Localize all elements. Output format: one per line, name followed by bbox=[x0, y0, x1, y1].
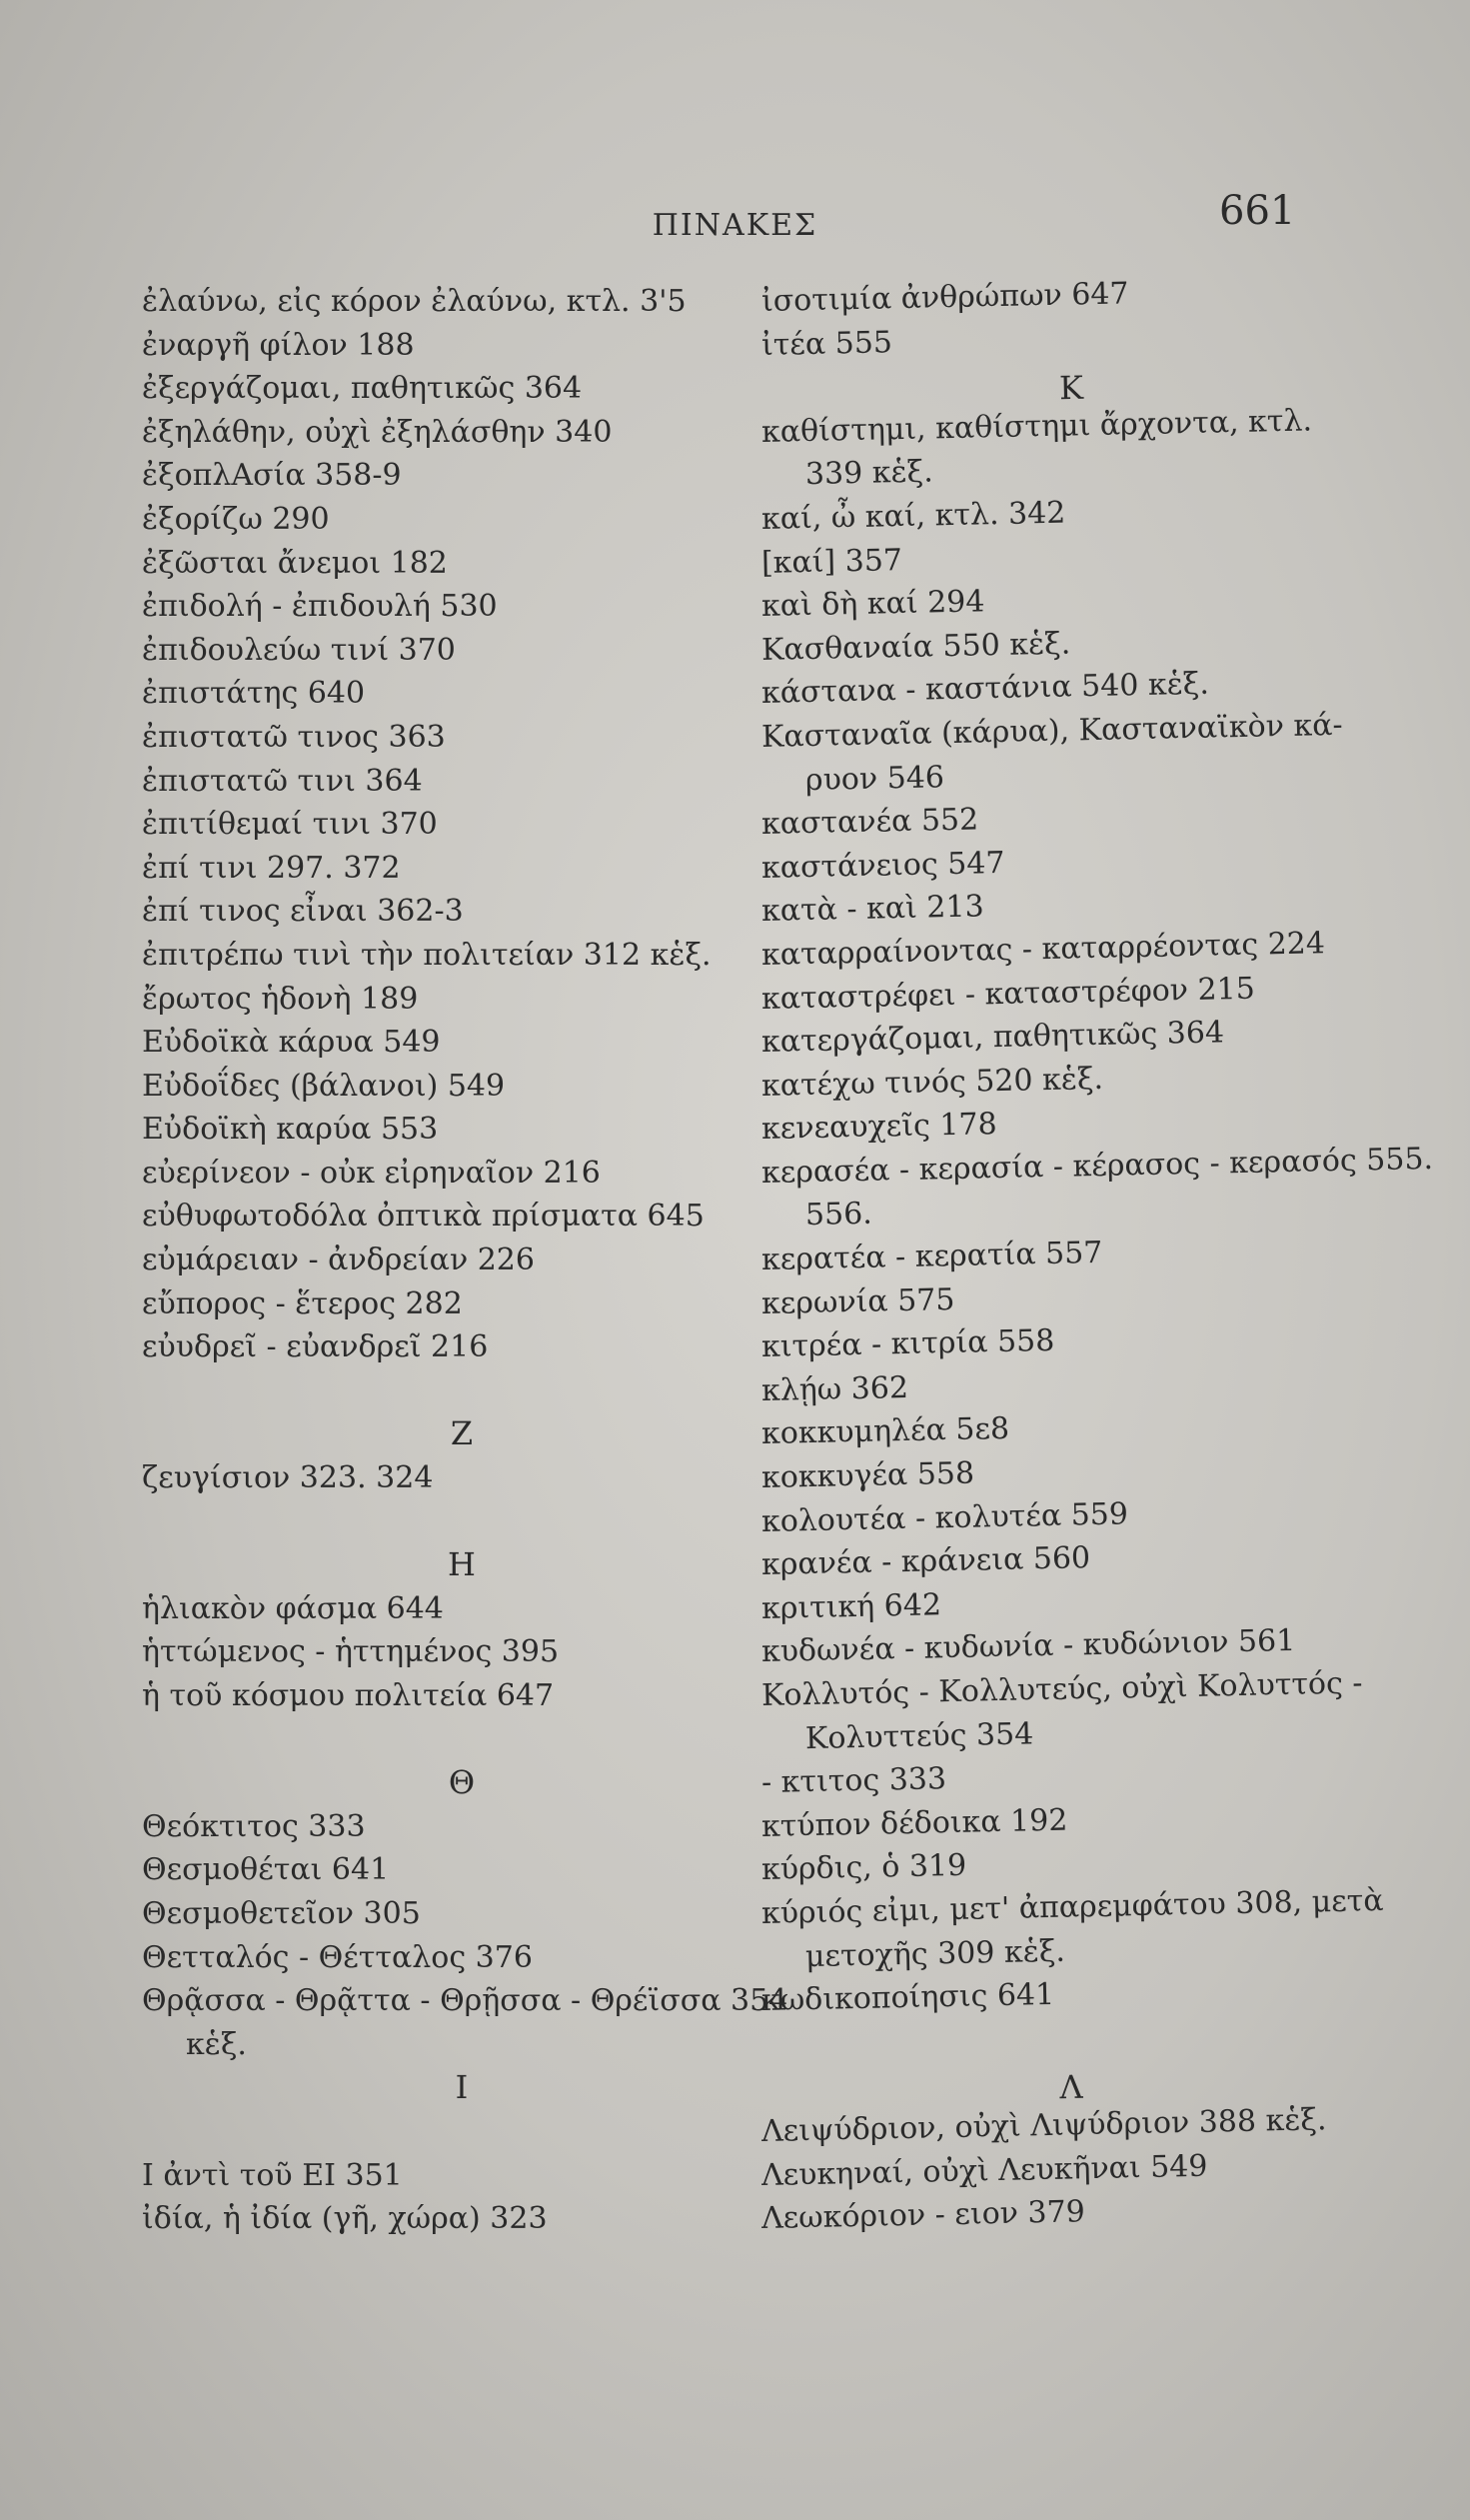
index-entry: καστάνειος 547 bbox=[760, 845, 1005, 886]
index-entry: Θεσμοθετεῖον 305 bbox=[142, 1895, 421, 1931]
page-number: 661 bbox=[1219, 188, 1296, 234]
section-letter: Λ bbox=[1059, 2068, 1083, 2107]
index-entry: ἐλαύνω, εἰς κόρον ἐλαύνω, κτλ. 3'5 bbox=[142, 284, 687, 319]
index-entry: εὔπορος - ἕτερος 282 bbox=[142, 1285, 463, 1321]
index-entry: κύριός εἰμι, μετ' ἀπαρεμφάτου 308, μετὰ bbox=[760, 1882, 1384, 1931]
index-entry: Λευκηναί, οὐχὶ Λευκῆναι 549 bbox=[760, 2148, 1208, 2193]
index-entry-continuation: ρυον 546 bbox=[804, 759, 945, 798]
index-entry: κιτρέα - κιτρία 558 bbox=[760, 1323, 1055, 1365]
index-entry: ἐξεργάζομαι, παθητικῶς 364 bbox=[142, 371, 583, 407]
section-letter: Θ bbox=[448, 1763, 476, 1802]
index-entry: κερασέα - κερασία - κέρασος - κερασός 555. bbox=[760, 1141, 1434, 1191]
index-entry: κλῄω 362 bbox=[760, 1369, 909, 1408]
index-entry: κτύπον δέδοικα 192 bbox=[760, 1802, 1068, 1844]
index-entry: ἐπί τινι 297. 372 bbox=[142, 850, 401, 886]
index-entry: ἰδία, ἡ ἰδία (γῆ, χώρα) 323 bbox=[142, 2201, 548, 2237]
index-column-right bbox=[760, 276, 1434, 2241]
index-entry: Κασταναῖα (κάρυα), Κασταναϊκὸν κά- bbox=[760, 707, 1343, 755]
index-entry: κολουτέα - κολυτέα 559 bbox=[760, 1495, 1129, 1539]
index-entry: ἔρωτος ἡδονὴ 189 bbox=[142, 981, 419, 1017]
index-entry: κατέχω τινός 520 κἑξ. bbox=[760, 1061, 1104, 1104]
index-entry: - κτιτος 333 bbox=[760, 1761, 947, 1801]
index-entry: Θετταλός - Θέτταλος 376 bbox=[142, 1939, 533, 1975]
index-entry-continuation: 339 κἑξ. bbox=[804, 454, 934, 493]
index-entry: εὐθυφωτοδόλα ὀπτικὰ πρίσματα 645 bbox=[142, 1199, 705, 1235]
index-entry: καστανέα 552 bbox=[760, 802, 979, 843]
index-entry: ἐξηλάθην, οὐχὶ ἐξηλάσθην 340 bbox=[142, 414, 613, 450]
index-entry-continuation: 556. bbox=[804, 1197, 873, 1234]
index-entry: ζευγίσιον 323. 324 bbox=[142, 1460, 434, 1496]
index-entry: Θεσμοθέται 641 bbox=[142, 1852, 390, 1888]
index-entry: κερωνία 575 bbox=[760, 1281, 955, 1321]
index-entry: κενεαυχεῖς 178 bbox=[760, 1107, 997, 1148]
spacer bbox=[142, 1718, 781, 1762]
index-entry: ἡλιακὸν φάσμα 644 bbox=[142, 1590, 444, 1626]
index-entry: κάστανα - καστάνια 540 κἑξ. bbox=[760, 666, 1210, 712]
index-entry: κατὰ - καὶ 213 bbox=[760, 889, 984, 930]
spacer bbox=[142, 2110, 781, 2154]
index-entry-continuation: μετοχῆς 309 κἑξ. bbox=[804, 1933, 1066, 1974]
index-entry: εὐμάρειαν - ἀνδρείαν 226 bbox=[142, 1243, 535, 1278]
index-entry: Εὐδοϊκὰ κάρυα 549 bbox=[142, 1025, 441, 1061]
index-entry: ἡττώμενος - ἡττημένος 395 bbox=[142, 1634, 560, 1670]
index-entry: κύρδις, ὁ 319 bbox=[760, 1848, 967, 1888]
index-entry: Ι ἀντὶ τοῦ ΕΙ 351 bbox=[142, 2157, 403, 2193]
index-entry: Κολλυτός - Κολλυτεύς, οὐχὶ Κολυττός - bbox=[760, 1665, 1363, 1713]
section-letter: Η bbox=[448, 1545, 476, 1584]
index-entry: Θρᾷσσα - Θρᾷττα - Θρῇσσα - Θρέϊσσα 354 bbox=[142, 1983, 788, 2019]
index-column-left bbox=[142, 280, 788, 2241]
index-entry: εὐυδρεῖ - εὐανδρεῖ 216 bbox=[142, 1329, 489, 1365]
index-entry: κοκκυμηλέα 5ε8 bbox=[760, 1411, 1010, 1452]
index-entry: κρανέα - κράνεια 560 bbox=[760, 1540, 1091, 1583]
index-entry: ἐξοπλΑσία 358-9 bbox=[142, 458, 402, 494]
index-entry: κριτική 642 bbox=[760, 1587, 942, 1626]
section-letter: Κ bbox=[1058, 368, 1084, 408]
index-entry: ἐπιτρέπω τινὶ τὴν πολιτείαν 312 κἑξ. bbox=[142, 937, 712, 973]
index-entry: καὶ δὴ καί 294 bbox=[760, 584, 985, 625]
index-entry: εὐερίνεον - οὐκ εἰρηναῖον 216 bbox=[142, 1155, 601, 1191]
index-entry: Θεόκτιτος 333 bbox=[142, 1808, 366, 1844]
index-entry: καταστρέφει - καταστρέφον 215 bbox=[760, 971, 1256, 1017]
index-entry: καταρραίνοντας - καταρρέοντας 224 bbox=[760, 926, 1326, 973]
index-entry: ἐναργῆ φίλον 188 bbox=[142, 327, 415, 363]
index-entry: κυδωνέα - κυδωνία - κυδώνιον 561 bbox=[760, 1623, 1296, 1670]
index-entry: Λειψύδριον, οὐχὶ Λιψύδριον 388 κἑξ. bbox=[760, 2102, 1327, 2149]
section-letter: Ζ bbox=[450, 1414, 474, 1453]
index-entry: ἐξορίζω 290 bbox=[142, 501, 330, 537]
index-entry: ἐξῶσται ἄνεμοι 182 bbox=[142, 545, 448, 581]
index-entry: ἡ τοῦ κόσμου πολιτεία 647 bbox=[142, 1678, 555, 1713]
index-entry: ἐπιστατῶ τινος 363 bbox=[142, 719, 446, 755]
index-entry: Εὐδοΐδες (βάλανοι) 549 bbox=[142, 1068, 506, 1104]
index-entry: Κασθαναία 550 κἑξ. bbox=[760, 626, 1071, 668]
index-entry: Εὐδοϊκὴ καρύα 553 bbox=[142, 1112, 439, 1148]
section-letter: Ι bbox=[455, 2068, 469, 2107]
index-entry: κωδικοποίησις 641 bbox=[760, 1977, 1055, 2019]
spacer bbox=[142, 1369, 781, 1413]
index-entry: ἐπιστάτης 640 bbox=[142, 676, 366, 712]
index-entry: ἰτέα 555 bbox=[760, 324, 893, 363]
index-entry: καθίστημι, καθίστημι ἄρχοντα, κτλ. bbox=[760, 403, 1313, 450]
running-title: ΠΙΝΑΚΕΣ bbox=[652, 208, 818, 243]
index-entry: καί, ὦ καί, κτλ. 342 bbox=[760, 495, 1066, 537]
index-entry: κοκκυγέα 558 bbox=[760, 1455, 975, 1496]
index-entry-continuation: Κολυττεύς 354 bbox=[804, 1715, 1034, 1756]
index-entry: ἐπιστατῶ τινι 364 bbox=[142, 763, 423, 799]
index-entry: κατεργάζομαι, παθητικῶς 364 bbox=[760, 1015, 1225, 1061]
index-entry-continuation: κἑξ. bbox=[186, 2026, 247, 2062]
index-entry: ἐπιδουλεύω τινί 370 bbox=[142, 632, 456, 668]
index-entry: ἐπιτίθεμαί τινι 370 bbox=[142, 807, 438, 843]
index-entry: [καί] 357 bbox=[760, 542, 903, 581]
index-entry: ἐπιδολή - ἐπιδουλή 530 bbox=[142, 589, 498, 625]
index-entry: ἐπί τινος εἶναι 362-3 bbox=[142, 894, 464, 930]
spacer bbox=[142, 1500, 781, 1544]
index-entry: ἰσοτιμία ἀνθρώπων 647 bbox=[760, 276, 1129, 319]
index-entry: κερατέα - κερατία 557 bbox=[760, 1235, 1103, 1278]
index-entry: Λεωκόριον - ειον 379 bbox=[760, 2194, 1086, 2237]
